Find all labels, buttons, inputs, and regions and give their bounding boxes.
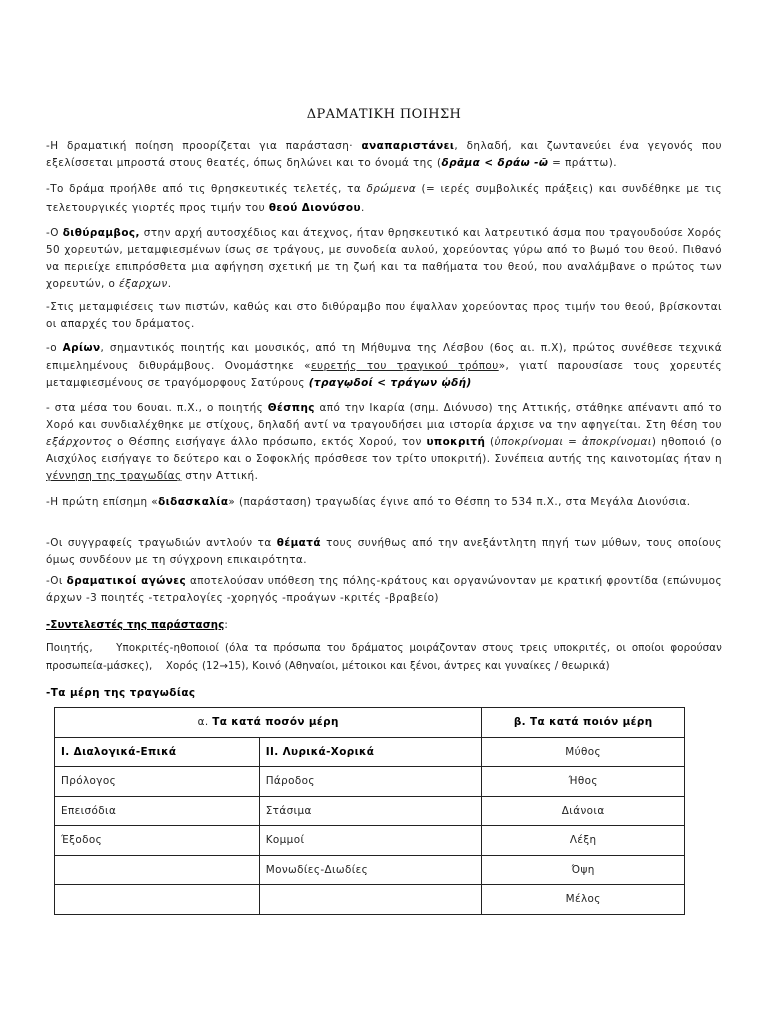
text: -Το δράμα προήλθε από τις θρησκευτικές τελετές, τα bbox=[46, 183, 367, 195]
bold-term: Αρίων bbox=[62, 342, 101, 354]
text: ο Θέσπης εισήγαγε άλλο πρόσωπο, εκτός Χορού, τον bbox=[112, 436, 427, 448]
text: -Οι bbox=[46, 575, 67, 587]
table-cell: Μέλος bbox=[482, 885, 685, 915]
text: ) ηθοποιό (ο Αισχύλος εισήγαγε το δεύτερο και ο Σοφοκλής πρόσθεσε τον τρίτο υποκριτή). Συνέπεια αυτής της καινοτομίας ήταν η bbox=[46, 436, 722, 465]
heading-text: -Τα μέρη της τραγωδίας bbox=[46, 687, 196, 699]
bold-term: διδασκαλία bbox=[158, 496, 229, 508]
bold-term: δραματικοί αγώνες bbox=[66, 575, 187, 587]
table-cell: Στάσιμα bbox=[259, 796, 482, 826]
underlined-term: γέννηση της τραγωδίας bbox=[46, 470, 182, 482]
paragraph-disguises bbox=[46, 299, 722, 333]
table-cell: Επεισόδια bbox=[55, 796, 260, 826]
table-cell: Λέξη bbox=[482, 826, 685, 856]
paragraph-contributors-heading bbox=[46, 617, 722, 634]
text: -ο bbox=[46, 342, 63, 354]
tragedy-parts-table bbox=[54, 707, 685, 915]
table-cell: Πάροδος bbox=[259, 767, 482, 797]
italic-term: ὑποκρίνομαι = ἀποκρίνομαι bbox=[494, 436, 652, 448]
text: - στα μέσα του 6ουαι. π.Χ., ο ποιητής bbox=[46, 402, 268, 414]
etymology: (τραγῳδοί < τράγων ᾠδή) bbox=[308, 377, 472, 389]
table-cell: Μύθος bbox=[482, 737, 685, 767]
etymology: δρᾶμα < δράω -ῶ bbox=[441, 157, 549, 169]
bold-term: θεού Διονύσου bbox=[268, 202, 361, 214]
table-cell: Ήθος bbox=[482, 767, 685, 797]
bold-term: Θέσπης bbox=[267, 402, 315, 414]
text: στην Αττική. bbox=[181, 470, 259, 482]
subheader-dialogic: Ι. Διαλογικά-Επικά bbox=[55, 737, 260, 767]
table-cell: Διάνοια bbox=[482, 796, 685, 826]
paragraph-definition bbox=[46, 138, 722, 172]
text: από την Ικαρία (σημ. Διόνυσο) της Αττικής, στάθηκε απέναντι από το Χορό και συνδιαλέχθηκε με στίχους, δηλαδή αντί να τραγουδήσει μια ιστορία άρχισε να την αφηγείται. Στη θέση του bbox=[46, 402, 722, 431]
text: τους συνήθως από την ανεξάντλητη πηγή των μύθων, τους οποίους όμως συνδέουν με τη σύγχρονη επικαιρότητα. bbox=[46, 537, 722, 566]
paragraph-arion bbox=[46, 340, 722, 393]
text: , σημαντικός ποιητής και μουσικός, από τη Μήθυμνα της Λέσβου (6ος αι. π.Χ), πρώτος συνέθεσε τεχνικά επιμελημένους διθυράμβους. Ονομάστηκε « bbox=[46, 342, 722, 372]
text: αποτελούσαν υπόθεση της πόλης-κράτους και οργανώνονταν με κρατική φροντίδα (επώνυμος άρχων -3 ποιητές -τετραλογίες -χορηγός -προάγων -κριτές -βραβείο) bbox=[46, 575, 722, 604]
text: . bbox=[167, 278, 172, 290]
bold-term: θέματά bbox=[276, 537, 321, 549]
text: -Η δραματική ποίηση προορίζεται για παράσταση· bbox=[46, 140, 362, 152]
bold-term: υποκριτή bbox=[426, 436, 486, 448]
text: (= ιερές συμβολικές πράξεις) και συνδέθηκε με τις τελετουργικές γιορτές προς τιμήν του bbox=[46, 183, 722, 214]
paragraph-thespis bbox=[46, 400, 722, 485]
italic-term: εξάρχοντος bbox=[46, 436, 113, 448]
text: -Οι συγγραφείς τραγωδιών αντλούν τα bbox=[46, 537, 277, 549]
subheader-lyric: ΙΙ. Λυρικά-Χορικά bbox=[259, 737, 482, 767]
table-cell: Μονωδίες-Διωδίες bbox=[259, 855, 482, 885]
bold-term: αναπαριστάνει bbox=[361, 140, 455, 152]
table-row bbox=[55, 767, 685, 797]
text: , δηλαδή, και ζωντανεύει ένα γεγονός που εξελίσσεται μπροστά στους θεατές, όπως δηλώνει και το όνομά της ( bbox=[46, 140, 722, 169]
table-row bbox=[55, 885, 685, 915]
text: ( bbox=[485, 436, 495, 448]
text: = πράττω). bbox=[548, 157, 617, 169]
paragraph-dithyramb bbox=[46, 225, 722, 293]
italic-term: δρώμενα bbox=[366, 183, 417, 195]
table-cell: Κομμοί bbox=[259, 826, 482, 856]
text: στην αρχή αυτοσχέδιος και άτεχνος, ήταν θρησκευτικό και λατρευτικό άσμα που τραγουδούσε Χορός 50 χορευτών, μεταμφιεσμένων ίσως σε τράγους, με συνοδεία αυλού, χορεύοντας γύρω από το βωμό του θεού. Πιθανό να περιείχε επιπρόσθετα μια αφήγηση σχετική με τη ζωή και τα παθήματα του θεού, που αναλάμβανε ο πρώτος των χορευτών, ο bbox=[46, 227, 722, 290]
bold-term: διθύραμβος, bbox=[62, 227, 140, 239]
underlined-term: ευρετής του τραγικού τρόπου bbox=[310, 359, 499, 372]
text: Ποιητής, Υποκριτές-ηθοποιοί (όλα τα πρόσωπα του δράματος μοιράζονταν στους τρεις υποκριτές, οι οποίοι φορούσαν προσωπεία-μάσκες), Χορός (12→15), Κοινό (Αθηναίοι, μέτοικοι και ξένοι, άντρες και γυναίκες / θεωρικά) bbox=[46, 643, 726, 672]
table-cell: Πρόλογος bbox=[55, 767, 260, 797]
text: -Η πρώτη επίσημη « bbox=[46, 496, 159, 508]
text: : bbox=[224, 620, 228, 631]
section-heading bbox=[46, 685, 722, 702]
paragraph-origin bbox=[46, 180, 722, 218]
table-cell bbox=[55, 885, 260, 915]
table-cell bbox=[259, 885, 482, 915]
table-header-row bbox=[55, 708, 685, 738]
text: . bbox=[360, 202, 365, 214]
text: -Ο bbox=[46, 227, 63, 239]
paragraph-contributors bbox=[46, 640, 726, 675]
table-row bbox=[55, 737, 685, 767]
underlined-heading: -Συντελεστές της παράστασης bbox=[46, 620, 225, 631]
paragraph-contests bbox=[46, 573, 722, 607]
text: » (παράσταση) τραγωδίας έγινε από το Θέσπη το 534 π.Χ., στα Μεγάλα Διονύσια. bbox=[228, 496, 691, 508]
header-quantitative-parts: α. Τα κατά ποσόν μέρη bbox=[55, 708, 482, 738]
italic-term: έξαρχων bbox=[119, 278, 168, 290]
paragraph-first-didaskalia bbox=[46, 494, 722, 511]
text: », γιατί παρουσίασε τους χορευτές μεταμφιεσμένους σε τραγόμορφους Σατύρους bbox=[46, 359, 723, 389]
table-cell bbox=[55, 855, 260, 885]
table-cell: Όψη bbox=[482, 855, 685, 885]
table-row bbox=[55, 796, 685, 826]
table-row bbox=[55, 855, 685, 885]
table-cell: Έξοδος bbox=[55, 826, 260, 856]
page-title: ΔΡΑΜΑΤΙΚΗ ΠΟΙΗΣΗ bbox=[306, 107, 462, 122]
header-qualitative-parts: β. Τα κατά ποιόν μέρη bbox=[482, 708, 685, 738]
table-row bbox=[55, 826, 685, 856]
paragraph-themes bbox=[46, 535, 722, 569]
text: -Στις μεταμφιέσεις των πιστών, καθώς και στο διθύραμβο που έψαλλαν χορεύοντας προς τιμήν του θεού, βρίσκονται οι απαρχές του δράματος. bbox=[46, 301, 722, 330]
